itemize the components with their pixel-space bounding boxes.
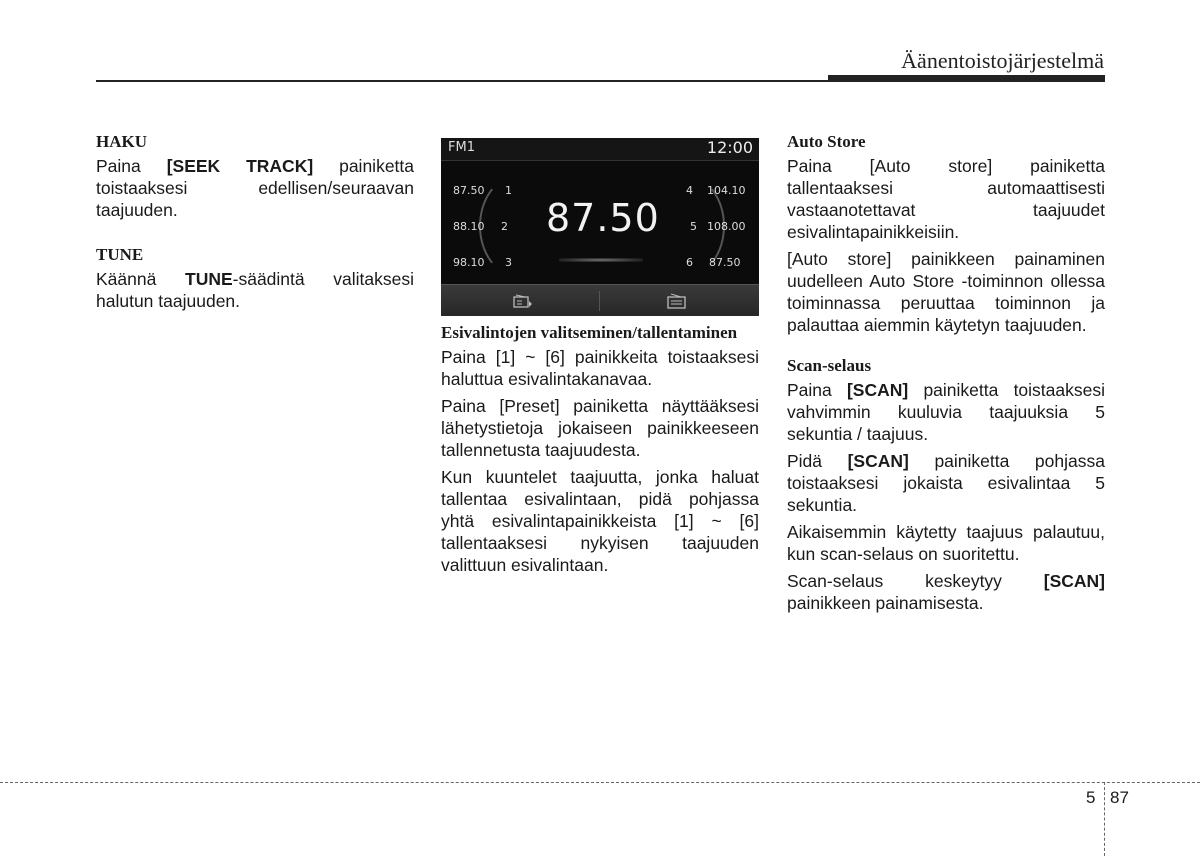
scan-key: [SCAN] [1043,571,1105,591]
chapter-number: 5 [1086,788,1096,807]
scan-heading: Scan-selaus [787,356,872,375]
scan-p1-prefix: Paina [787,380,847,400]
page-number: 87 [1110,788,1129,807]
radio-softkey-bar [441,284,759,316]
autostore-heading: Auto Store [787,132,866,151]
left-column [96,131,414,317]
preset-2-frequency: 88.10 [453,220,485,233]
scan-p2-suffix: painiketta pohjassa toistaaksesi jokaista esivalintaa 5 sekuntia. [787,451,1105,515]
haku-paragraph [96,155,414,221]
right-column [787,131,1105,619]
band-label: FM1 [448,140,475,155]
preset-heading: Esivalintojen valitseminen/tallentaminen [441,323,738,342]
preset-4-number: 4 [686,184,693,197]
scan-p4-suffix: painikkeen painamisesta. [787,593,984,613]
seek-track-key: [SEEK TRACK] [166,156,314,176]
tune-text-prefix: Käännä [96,269,185,289]
tune-heading: TUNE [96,245,144,264]
preset-5-frequency: 108.00 [707,220,746,233]
preset-3-number: 3 [505,256,512,269]
tune-text-suffix: -säädintä valitaksesi halutun taajuuden. [96,269,415,311]
current-frequency: 87.50 [546,196,660,240]
preset-3-frequency: 98.10 [453,256,485,269]
radio-icon [667,293,687,309]
scan-paragraph-2 [787,450,1105,516]
preset-paragraph-1: Paina [1] ~ [6] painikkeita toistaaksesi haluttua esivalintakanavaa. [441,347,759,389]
tune-key: TUNE [185,269,233,289]
scan-p2-prefix: Pidä [787,451,848,471]
header-accent-bar [828,75,1105,81]
preset-paragraph-3: Kun kuuntelet taajuutta, jonka haluat tallentaa esivalintaan, pidä pohjassa yhtä esivalintapainikkeista [1] ~ [6] tallentaaksesi nykyisen taajuuden valittuun esivalintaan. [441,467,759,575]
preset-1-frequency: 87.50 [453,184,485,197]
footer-dashed-divider [1104,782,1105,856]
preset-6-frequency: 87.50 [709,256,741,269]
scan-key: [SCAN] [846,380,909,400]
footer-dashed-rule [0,782,1200,783]
autostore-paragraph-2: [Auto store] painikkeen painaminen uudelleen Auto Store -toiminnon ollessa toiminnassa peruuttaa toiminnon ja palauttaa aiemmin käytetyn taajuuden. [787,249,1105,335]
haku-text-suffix: painiketta toistaaksesi edellisen/seuraavan taajuuden. [96,156,415,220]
scan-paragraph-3: Aikaisemmin käytetty taajuus palautuu, kun scan-selaus on suoritettu. [787,522,1105,564]
middle-column [441,322,759,581]
tune-paragraph [96,268,414,312]
preset-4-frequency: 104.10 [707,184,746,197]
preset-2-number: 2 [501,220,508,233]
preset-6-number: 6 [686,256,693,269]
radio-screen-image [441,138,759,316]
haku-text-prefix: Paina [96,156,167,176]
scan-p4-prefix: Scan-selaus keskeytyy [787,571,1044,591]
preset-paragraph-2: Paina [Preset] painiketta näyttääksesi lähetystietoja jokaiseen painikkeeseen tallennetusta taajuudesta. [441,396,759,460]
preset-1-number: 1 [505,184,512,197]
radio-list-icon [513,293,533,309]
frequency-glow [559,258,643,262]
radio-status-bar [441,138,759,161]
scan-paragraph-1 [787,379,1105,445]
scan-paragraph-4 [787,570,1105,614]
scan-key: [SCAN] [847,451,909,471]
softkey-divider [599,291,600,311]
scan-p1-suffix: painiketta toistaaksesi vahvimmin kuuluvia taajuuksia 5 sekuntia / taajuus. [787,380,1106,444]
left-arc-decoration [479,176,553,276]
haku-heading: HAKU [96,132,147,151]
page-section-title: Äänentoistojärjestelmä [901,48,1104,73]
clock-label: 12:00 [706,138,753,157]
preset-5-number: 5 [690,220,697,233]
autostore-paragraph-1: Paina [Auto store] painiketta tallentaaksesi automaattisesti vastaanotettavat taajuudet esivalintapainikkeisiin. [787,156,1105,242]
